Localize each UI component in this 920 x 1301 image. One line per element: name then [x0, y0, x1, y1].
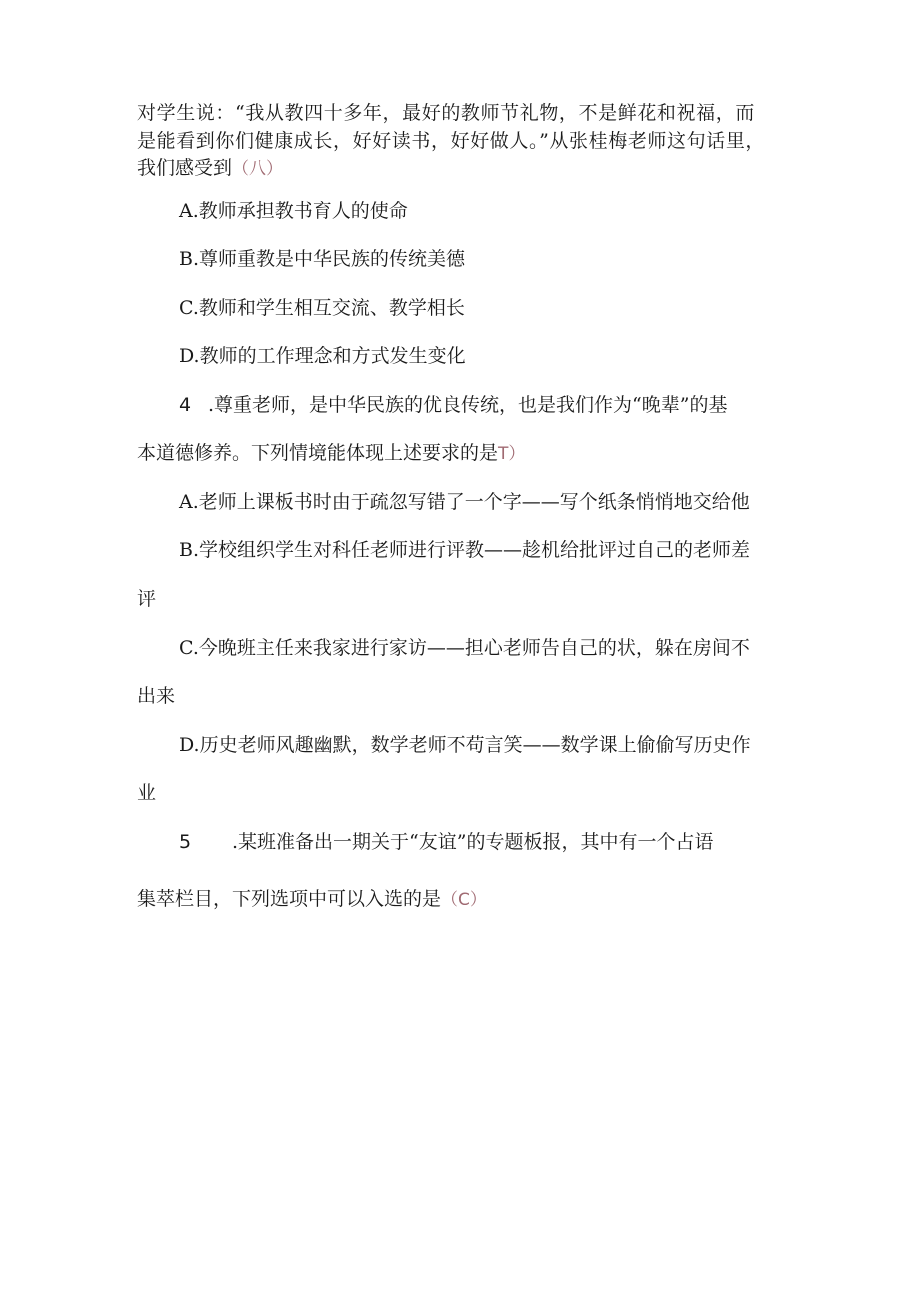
- q4-stem-line-1: .尊重老师，是中华民族的优良传统，也是我们作为“晚辈”的基: [208, 394, 728, 416]
- q3-answer: （八）: [232, 159, 284, 179]
- q4-option-b-line-1: B.学校组织学生对科任老师进行评教——趁机给批评过自己的老师差: [179, 539, 751, 561]
- q3-stem-line-3: [137, 155, 283, 182]
- q3-option-d: D.教师的工作理念和方式发生变化: [179, 345, 466, 367]
- q5-number: 5: [179, 831, 192, 853]
- q5-stem-line-2: [137, 886, 487, 913]
- q3-option-a: A.教师承担教书育人的使命: [179, 200, 408, 222]
- q4-stem-text: 本道德修养。下列情境能体现上述要求的是: [137, 442, 499, 464]
- q5-answer: （C）: [441, 890, 487, 910]
- q4-option-b-line-2: 评: [137, 588, 157, 610]
- q4-option-d-line-1: D.历史老师风趣幽默，数学老师不苟言笑——数学课上偷偷写历史作: [179, 734, 751, 756]
- q4-option-c-line-2: 出来: [137, 685, 176, 707]
- q4-option-c-line-1: C.今晚班主任来我家进行家访——担心老师告自己的状，躲在房间不: [179, 637, 750, 659]
- q4-option-d-line-2: 业: [137, 782, 157, 804]
- q4-stem-line-2: [137, 440, 525, 467]
- q4-answer: T）: [498, 444, 526, 464]
- q3-stem-text: 我们感受到: [137, 157, 233, 179]
- q3-stem-line-2: 是能看到你们健康成长，好好读书，好好做人。”从张桂梅老师这句话里，: [137, 130, 766, 152]
- q3-stem-line-1: 对学生说：“我从教四十多年，最好的教师节礼物，不是鲜花和祝福，而: [137, 102, 755, 124]
- q4-number: 4: [179, 394, 192, 416]
- q4-option-a: A.老师上课板书时由于疏忽写错了一个字——写个纸条悄悄地交给他: [179, 491, 750, 513]
- q5-stem-text: 集萃栏目，下列选项中可以入选的是: [137, 888, 442, 910]
- q3-option-c: C.教师和学生相互交流、教学相长: [179, 297, 465, 319]
- q3-option-b: B.尊师重教是中华民族的传统美德: [179, 248, 466, 270]
- q5-stem-line-1: .某班准备出一期关于“友谊”的专题板报，其中有一个占语: [232, 831, 714, 853]
